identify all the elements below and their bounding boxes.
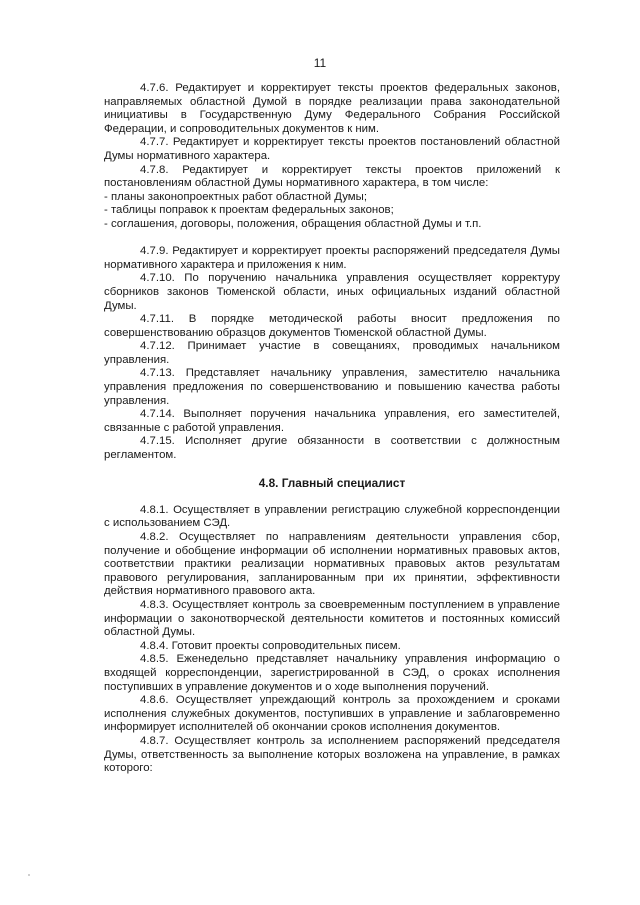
paragraph-4-7-6: 4.7.6. Редактирует и корректирует тексты проектов федеральных законов, направляемых областной Думой в порядке реализации права законодательной инициативы в Государственную Думу Федерального Собрания Российской Федерации, и сопроводительных документов к ним. xyxy=(104,82,560,135)
section-heading: 4.8. Главный специалист xyxy=(258,476,406,491)
paragraph-4-7-7: 4.7.7. Редактирует и корректирует тексты проектов постановлений областной Думы нормативного характера. xyxy=(104,136,560,162)
paragraph-4-8-7: 4.8.7. Осуществляет контроль за исполнением распоряжений председателя Думы, ответственность за выполнение которых возложена на управление, в рамках которого: xyxy=(104,734,560,775)
paragraph-spacer xyxy=(104,490,560,504)
paragraph-4-8-4: 4.8.4. Готовит проекты сопроводительных писем. xyxy=(140,639,401,652)
paragraph-spacer xyxy=(104,463,560,477)
list-item: - планы законопроектных работ областной Думы; xyxy=(104,190,367,203)
list-item: - таблицы поправок к проектам федеральных законов; xyxy=(104,204,394,217)
paragraph-4-7-15: 4.7.15. Исполняет другие обязанности в соответствии с должностным регламентом. xyxy=(104,435,560,462)
document-body xyxy=(104,82,560,776)
page-number: 11 xyxy=(313,56,327,70)
paragraph-4-8-2: 4.8.2. Осуществляет по направлениям деятельности управления сбор, получение и обобщение информации об исполнении нормативных правовых актов, соответствии практики реализации нормативных правовых актов результатам правового регулирования, запланированным при их принятии, эффективности действия нормативного правового акта. xyxy=(104,531,560,598)
scan-speck xyxy=(28,874,30,876)
paragraph-4-8-6: 4.8.6. Осуществляет упреждающий контроль за прохождением и сроками исполнения служебных документов, поступивших в управление и заблаговременно информирует исполнителей об окончании сроков исполнения документов. xyxy=(104,694,560,734)
paragraph-4-8-5: 4.8.5. Еженедельно представляет начальнику управления информацию о входящей корреспонденции, зарегистрированной в СЭД, о сроках исполнения поступивших в управление документов и о ходе выполнения поручений. xyxy=(104,653,560,693)
paragraph-4-7-9: 4.7.9. Редактирует и корректирует проекты распоряжений председателя Думы нормативного характера и приложения к ним. xyxy=(104,245,560,271)
paragraph-4-7-14: 4.7.14. Выполняет поручения начальника управления, его заместителей, связанные с работой управления. xyxy=(104,408,560,434)
paragraph-spacer xyxy=(104,232,560,246)
list-item: - соглашения, договоры, положения, обращения областной Думы и т.п. xyxy=(104,217,482,230)
paragraph-4-7-13: 4.7.13. Представляет начальнику управления, заместителю начальника управления предложения по совершенствованию и повышению качества работы управления. xyxy=(104,367,560,407)
paragraph-4-8-3: 4.8.3. Осуществляет контроль за своевременным поступлением в управление информации о законотворческой деятельности комитетов и постоянных комиссий областной Думы. xyxy=(104,598,560,639)
paragraph-4-7-12: 4.7.12. Принимает участие в совещаниях, проводимых начальником управления. xyxy=(104,340,560,366)
paragraph-4-7-8: 4.7.8. Редактирует и корректирует тексты проектов приложений к постановлениям областной Думы нормативного характера, в том числе: xyxy=(104,163,560,190)
paragraph-4-7-10: 4.7.10. По поручению начальника управления осуществляет корректуру сборников законов Тюменской области, иных официальных изданий областной Думы. xyxy=(104,272,560,312)
paragraph-4-8-1: 4.8.1. Осуществляет в управлении регистрацию служебной корреспонденции с использованием СЭД. xyxy=(104,503,560,530)
paragraph-4-7-11: 4.7.11. В порядке методической работы вносит предложения по совершенствованию образцов документов Тюменской областной Думы. xyxy=(104,313,560,339)
